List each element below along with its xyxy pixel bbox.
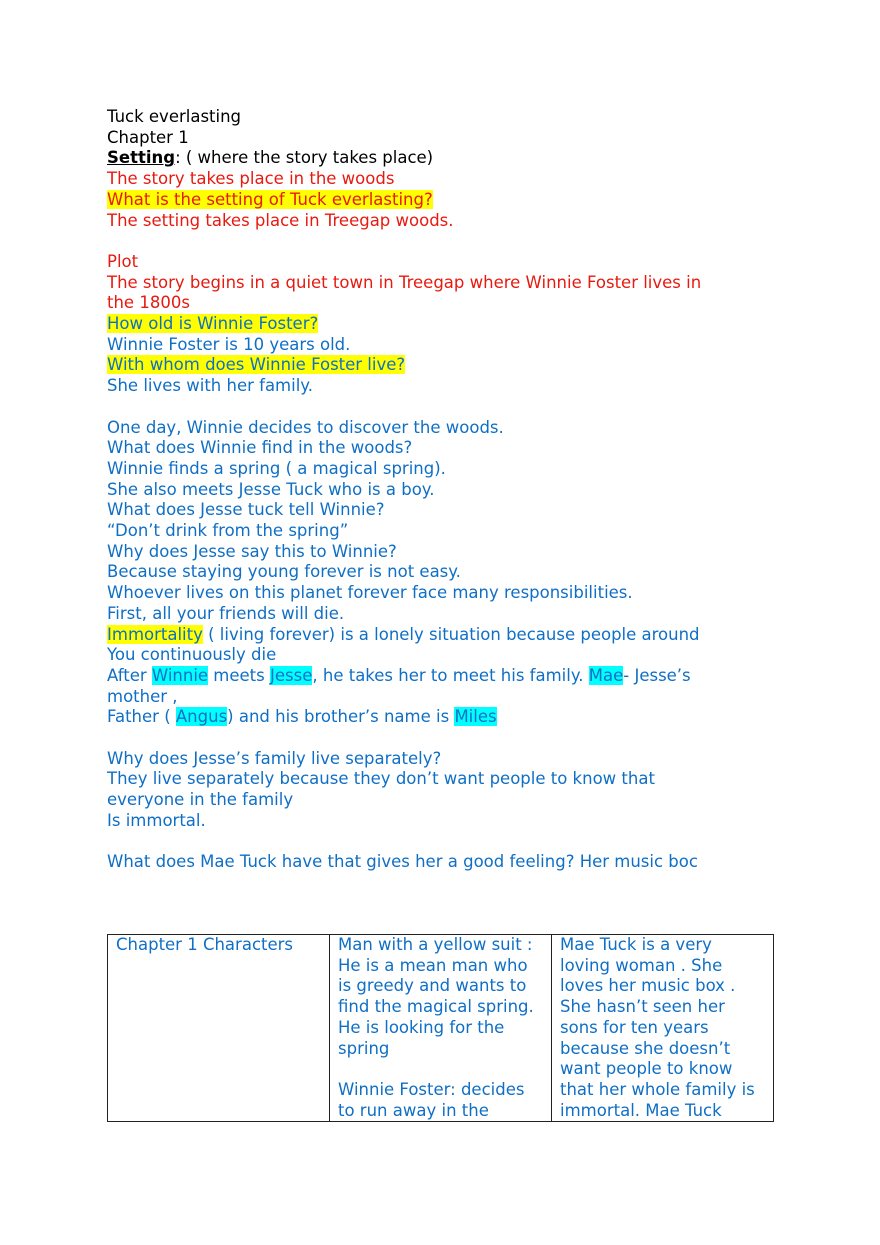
immortality-line xyxy=(107,625,787,646)
name-winnie: Winnie xyxy=(151,665,209,685)
text-fragment: - Jesse’s xyxy=(623,665,691,685)
text-fragment: After xyxy=(107,665,152,685)
paragraph-line: You continuously die xyxy=(107,645,277,665)
text-fragment: ) and his brother’s name is xyxy=(227,707,455,727)
setting-question-line xyxy=(107,190,787,211)
setting-answer: The story takes place in the woods xyxy=(107,169,395,189)
paragraph-line: She also meets Jesse Tuck who is a boy. xyxy=(107,479,435,499)
cell-text: Winnie Foster: decides to run away in the xyxy=(338,1079,525,1120)
table-cell-characters xyxy=(330,935,552,1122)
cell-text: Mae Tuck is a very loving woman . She loves her music box . She hasn’t seen her sons for ten years because she doesn’t want people to know that her whole family is immortal. Mae Tuck xyxy=(560,935,755,1120)
blank-line xyxy=(107,728,787,749)
family-line xyxy=(107,666,787,687)
paragraph-line: Winnie finds a spring ( a magical spring). xyxy=(107,458,446,478)
name-jesse: Jesse xyxy=(270,665,313,685)
live-question-line xyxy=(107,355,787,376)
paragraph-line: “Don’t drink from the spring” xyxy=(107,521,349,541)
paragraph-line: First, all your friends will die. xyxy=(107,603,345,623)
text-fragment: Father ( xyxy=(107,707,176,727)
mae-question: What does Mae Tuck have that gives her a good feeling? Her music boc xyxy=(107,852,698,872)
table-cell-chapter xyxy=(108,935,330,1122)
mother-line: mother , xyxy=(107,686,178,706)
live-question: With whom does Winnie Foster live? xyxy=(107,355,406,375)
plot-line-1: The story begins in a quiet town in Treegap where Winnie Foster lives in xyxy=(107,272,702,292)
setting-label: Setting xyxy=(107,148,176,168)
live-answer: She lives with her family. xyxy=(107,376,313,396)
name-angus: Angus xyxy=(175,707,228,727)
paragraph-line: Why does Jesse say this to Winnie? xyxy=(107,541,397,561)
paragraph-line: Whoever lives on this planet forever face many responsibilities. xyxy=(107,583,633,603)
plot-line-2: the 1800s xyxy=(107,293,190,313)
setting-desc: : ( where the story takes place) xyxy=(175,148,434,168)
paragraph-line: What does Jesse tuck tell Winnie? xyxy=(107,500,385,520)
cell-text: Man with a yellow suit : He is a mean man who is greedy and wants to find the magical spring. He is looking for the spring xyxy=(338,935,534,1058)
plot-label: Plot xyxy=(107,251,139,271)
age-question-line xyxy=(107,314,787,335)
age-answer: Winnie Foster is 10 years old. xyxy=(107,334,351,354)
setting-answer-2: The setting takes place in Treegap woods. xyxy=(107,210,454,230)
characters-table xyxy=(107,934,774,1122)
age-question: How old is Winnie Foster? xyxy=(107,314,319,334)
immortality-rest: ( living forever) is a lonely situation because people around xyxy=(202,624,700,644)
name-miles: Miles xyxy=(454,707,497,727)
text-fragment: , he takes her to meet his family. xyxy=(312,665,589,685)
paragraph-line: One day, Winnie decides to discover the woods. xyxy=(107,417,504,437)
paragraph-line: Because staying young forever is not easy. xyxy=(107,562,461,582)
separate-answer-2: everyone in the family xyxy=(107,790,294,810)
doc-title: Tuck everlasting xyxy=(107,107,242,126)
cell-text: Chapter 1 Characters xyxy=(116,935,294,954)
separate-answer-1: They live separately because they don’t want people to know that xyxy=(107,769,655,789)
blank-line xyxy=(107,231,787,252)
setting-question: What is the setting of Tuck everlasting? xyxy=(107,189,433,209)
blank-line xyxy=(107,397,787,418)
immortality-word: Immortality xyxy=(107,624,203,644)
blank-line xyxy=(107,832,787,853)
chapter-heading: Chapter 1 xyxy=(107,127,189,147)
separate-answer-3: Is immortal. xyxy=(107,810,206,830)
setting-line xyxy=(107,148,787,169)
text-fragment: meets xyxy=(208,665,270,685)
father-line xyxy=(107,707,787,728)
document-body xyxy=(107,107,787,873)
separate-question: Why does Jesse’s family live separately? xyxy=(107,748,442,768)
paragraph-line: What does Winnie find in the woods? xyxy=(107,438,413,458)
table-cell-mae xyxy=(552,935,774,1122)
table-row xyxy=(108,935,774,1122)
name-mae: Mae xyxy=(588,665,624,685)
